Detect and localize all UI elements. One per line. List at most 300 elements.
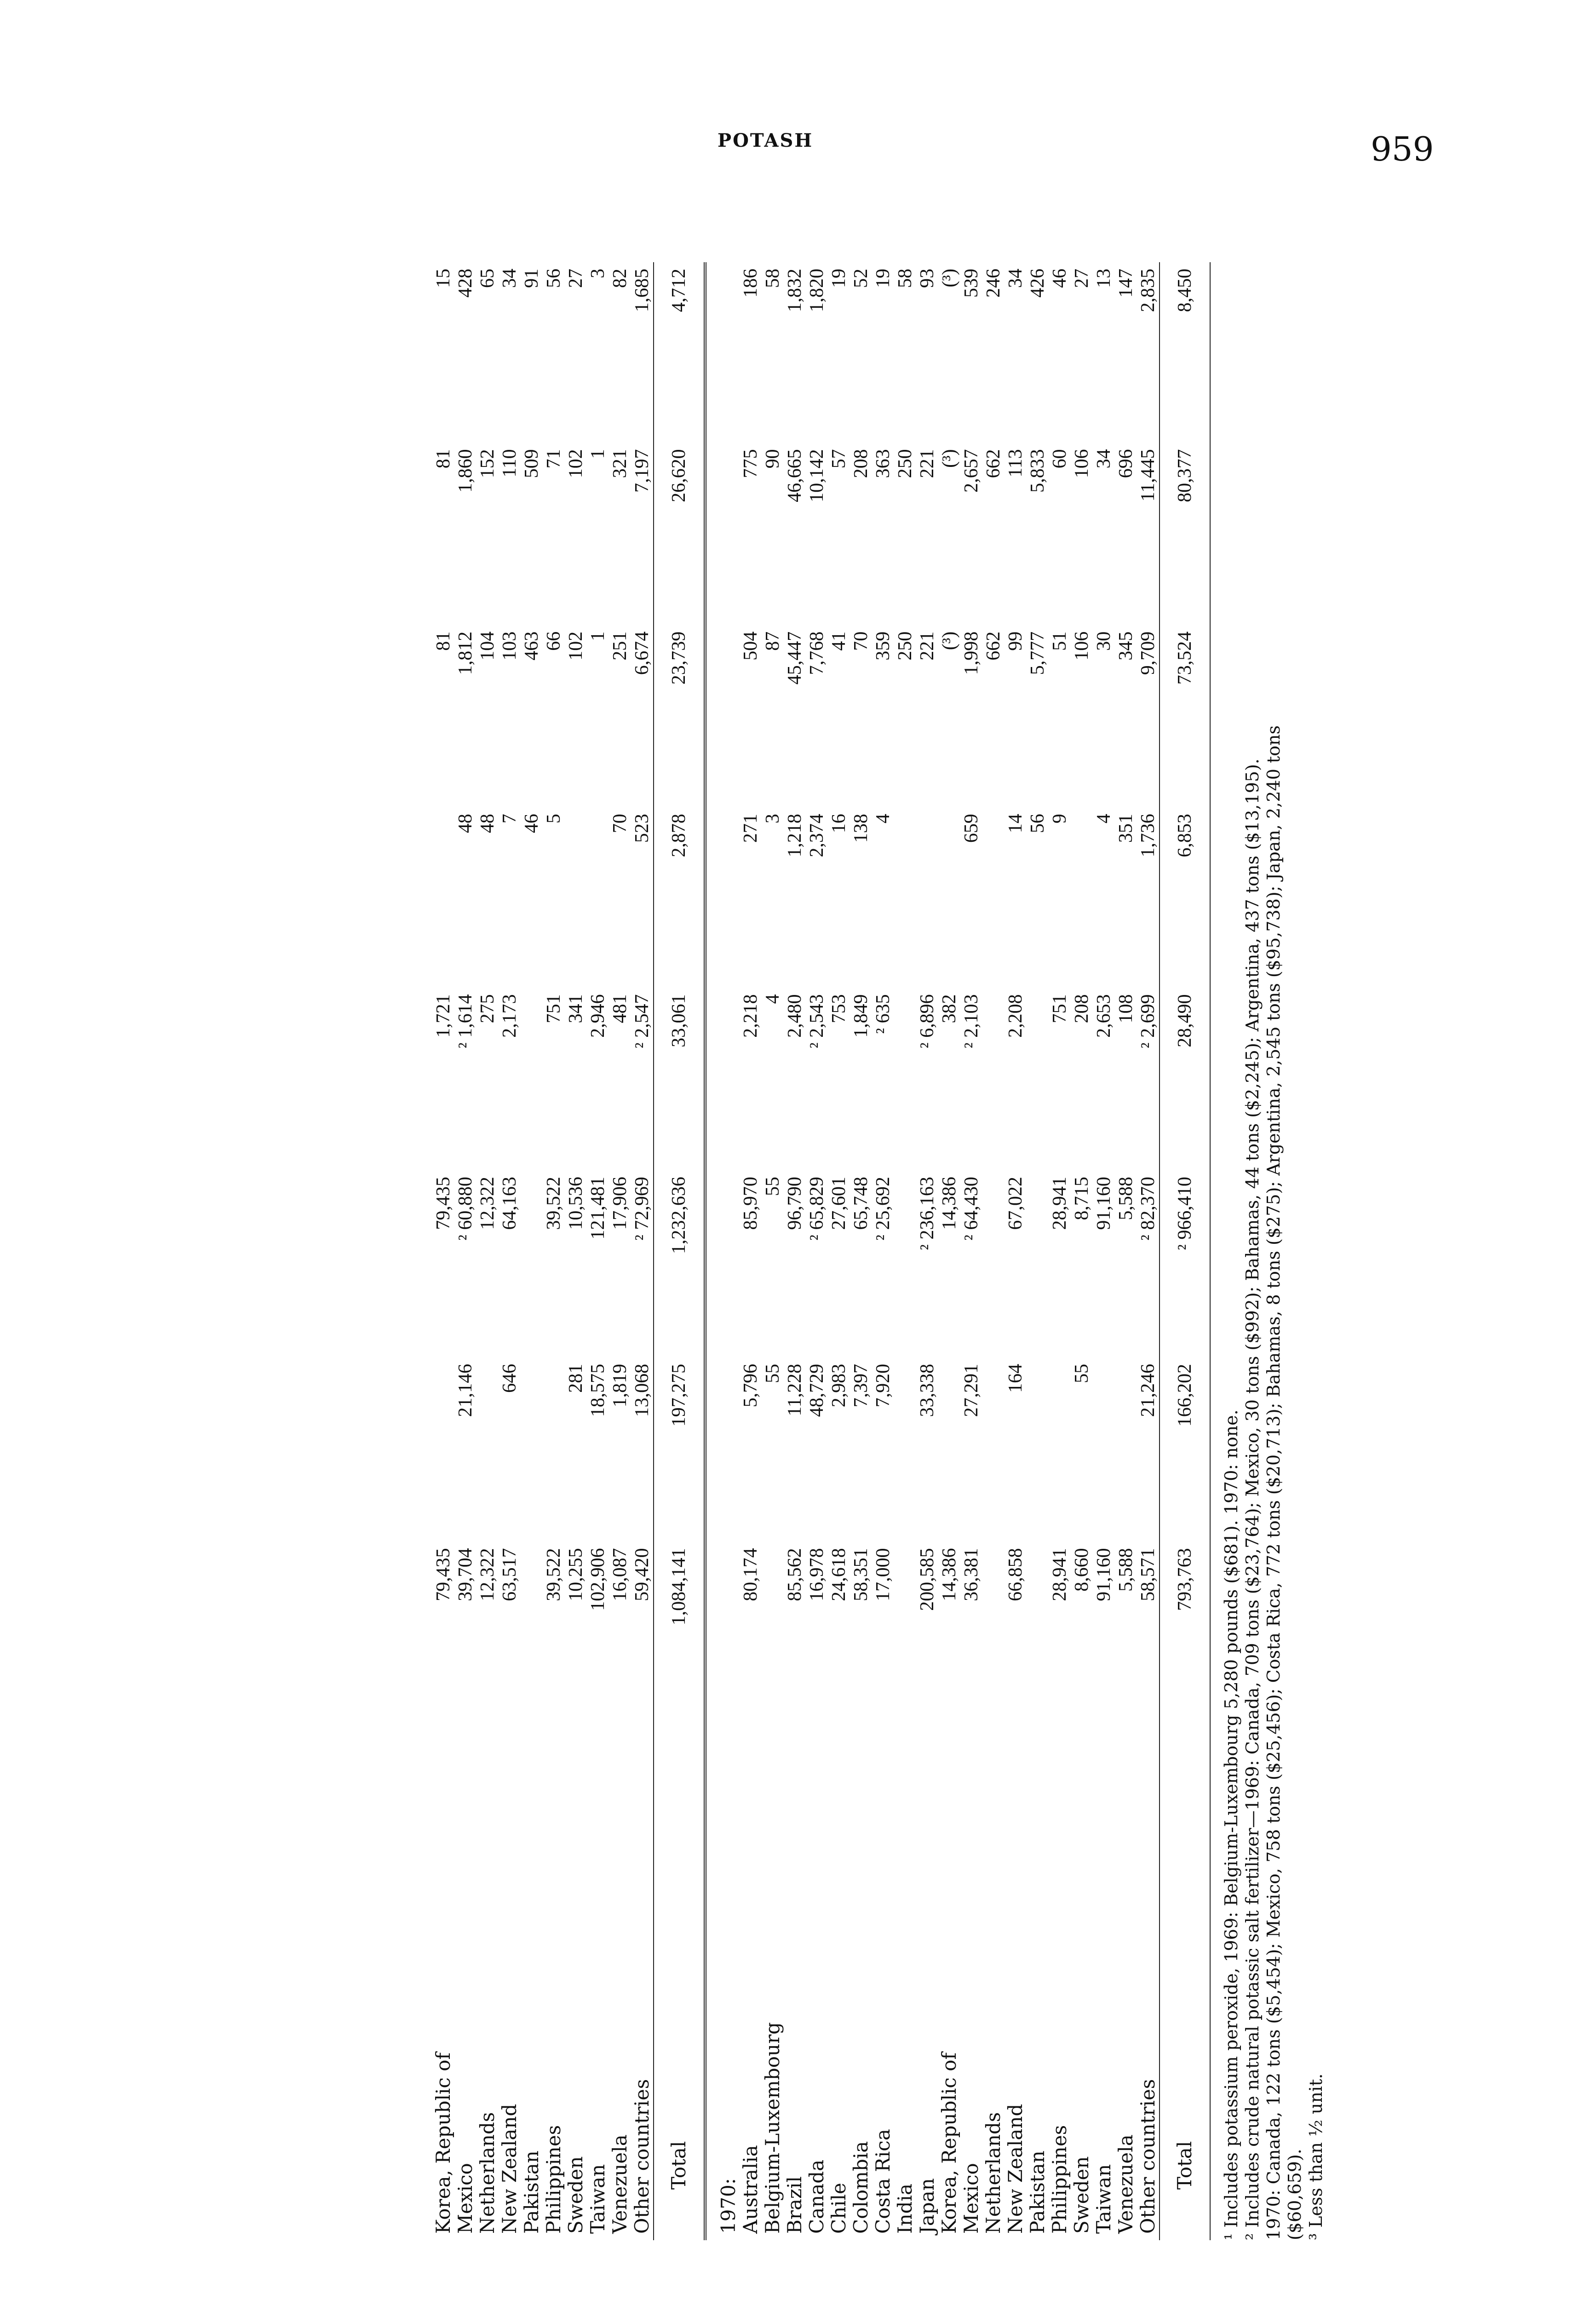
running-head: POTASH (718, 130, 814, 151)
value-cell: 341 (565, 994, 586, 1024)
table-row (609, 262, 631, 2240)
value-cell: 11,445 (1137, 449, 1159, 502)
value-cell: 1,998 (961, 631, 982, 675)
value-cell: 12,322 (477, 1548, 498, 1601)
page-number: 959 (1371, 130, 1434, 168)
value-cell: 16,978 (806, 1548, 827, 1601)
value-cell: 2,653 (1093, 994, 1114, 1038)
value-cell (587, 807, 609, 988)
value-cell (916, 807, 938, 988)
table-row (1049, 262, 1071, 2240)
value-cell: 113 (1005, 449, 1026, 477)
value-cell: 3 (587, 269, 609, 278)
value-cell: 251 (609, 631, 631, 661)
value-cell: 2,835 (1137, 269, 1159, 312)
value-cell: 34 (1005, 269, 1026, 288)
value-cell: 1,218 (784, 814, 805, 857)
country-cell: Canada (805, 2159, 828, 2234)
value-cell: 65,748 (850, 1177, 872, 1230)
value-cell: 71 (543, 449, 564, 469)
table-body (432, 262, 1210, 2240)
value-cell: (³) (939, 449, 960, 468)
footnote-2-end: ($60,659). (1285, 2149, 1305, 2240)
table-row (1027, 262, 1049, 2240)
value-cell: 27,601 (828, 1177, 850, 1230)
value-cell (894, 807, 916, 988)
value-cell: 7,197 (632, 449, 653, 493)
total-row (654, 262, 705, 2240)
value-cell: 58 (762, 269, 783, 288)
value-cell: 103 (499, 631, 520, 661)
value-cell: 102 (565, 631, 586, 661)
value-cell: 14,386 (939, 1548, 960, 1601)
value-cell: 51 (1049, 631, 1070, 651)
value-cell: 27 (565, 269, 586, 288)
value-cell: 24,618 (828, 1548, 850, 1601)
value-cell: ² 64,430 (961, 1177, 982, 1241)
value-cell: 85,970 (740, 1177, 761, 1230)
value-cell: 662 (983, 449, 1004, 478)
value-cell: 9,709 (1137, 631, 1159, 675)
table-row (1093, 262, 1115, 2240)
value-cell: 152 (477, 449, 498, 478)
value-cell: 4,712 (654, 262, 705, 443)
value-cell: 1,819 (609, 1363, 631, 1408)
value-cell (521, 1541, 543, 1729)
table-row (565, 262, 587, 2240)
value-cell: 46 (521, 814, 542, 834)
value-cell: 7,397 (850, 1363, 872, 1408)
value-cell: 58 (895, 269, 916, 288)
value-cell: ² 2,543 (806, 994, 827, 1048)
country-cell: Australia (739, 2145, 762, 2234)
value-cell: 1 (587, 449, 609, 459)
country-cell: Philippines (542, 2125, 565, 2234)
value-cell: ² 25,692 (873, 1177, 894, 1241)
value-cell: 138 (850, 814, 872, 843)
value-cell: 147 (1115, 269, 1137, 298)
country-cell: Chile (827, 2183, 850, 2234)
value-cell (565, 807, 587, 988)
value-cell: 80,377 (1160, 443, 1210, 625)
value-cell: 164 (1005, 1363, 1026, 1393)
value-cell: 2,208 (1005, 994, 1026, 1038)
value-cell: 81 (433, 449, 454, 469)
value-cell: 426 (1027, 269, 1048, 298)
value-cell: 10,536 (565, 1177, 586, 1230)
value-cell: 28,941 (1049, 1548, 1070, 1601)
value-cell: 28,490 (1160, 988, 1210, 1170)
country-cell: Taiwan (586, 2164, 609, 2234)
value-cell: 102 (565, 449, 586, 478)
value-cell: 363 (873, 449, 894, 478)
value-cell: ² 65,829 (806, 1177, 827, 1241)
country-cell: Pakistan (520, 2150, 543, 2234)
value-cell: 93 (917, 269, 938, 288)
country-cell: Korea, Republic of (938, 2052, 960, 2234)
value-cell (1093, 1357, 1115, 1542)
value-cell: 5,833 (1027, 449, 1048, 493)
value-cell: 81 (433, 631, 454, 651)
value-cell (982, 1541, 1005, 1729)
value-cell: 58,571 (1137, 1548, 1159, 1601)
value-cell: ² 2,699 (1137, 994, 1159, 1048)
value-cell: 73,524 (1160, 625, 1210, 807)
value-cell: 4 (1093, 814, 1114, 824)
value-cell: 1,860 (455, 449, 476, 493)
value-cell: 23,739 (654, 625, 705, 807)
value-cell (543, 1357, 565, 1542)
country-cell: Taiwan (1092, 2164, 1115, 2234)
value-cell (432, 807, 454, 988)
table-row (872, 262, 894, 2240)
value-cell: 14 (1005, 814, 1026, 834)
value-cell: 106 (1071, 631, 1092, 661)
country-cell: Belgium-Luxembourg (761, 2022, 784, 2234)
value-cell: 539 (961, 269, 982, 298)
country-cell: Korea, Republic of (432, 2052, 454, 2234)
value-cell (1027, 1541, 1049, 1729)
value-cell (982, 1357, 1005, 1542)
value-cell: 271 (740, 814, 761, 843)
value-cell: 48,729 (806, 1363, 827, 1417)
value-cell: 70 (609, 814, 631, 834)
table-row (1137, 262, 1160, 2240)
value-cell: ² 1,614 (455, 994, 476, 1048)
footnote-3: ³ Less than ½ unit. (1306, 2073, 1326, 2240)
value-cell: 91,160 (1093, 1177, 1114, 1230)
value-cell: 46,665 (784, 449, 805, 502)
value-cell: 39,704 (455, 1548, 476, 1601)
value-cell: 80,174 (740, 1548, 761, 1601)
value-cell (762, 1541, 784, 1729)
value-cell: 1,812 (455, 631, 476, 675)
value-cell: 3 (762, 814, 783, 824)
rotated-table-block (432, 262, 1513, 2240)
country-cell: Costa Rica (872, 2129, 894, 2234)
value-cell: 60 (1049, 449, 1070, 469)
value-cell: 463 (521, 631, 542, 661)
value-cell (1027, 988, 1049, 1170)
value-cell: 1,736 (1137, 814, 1159, 857)
value-cell: 104 (477, 631, 498, 661)
value-cell (521, 988, 543, 1170)
value-cell: 197,275 (654, 1357, 705, 1542)
table-row (477, 262, 499, 2240)
value-cell: 52 (850, 269, 872, 288)
value-cell: 96,790 (784, 1177, 805, 1230)
value-cell: 10,142 (806, 449, 827, 502)
table-row (982, 262, 1005, 2240)
country-cell: Philippines (1048, 2125, 1071, 2234)
value-cell (1027, 1357, 1049, 1542)
table-row (806, 262, 828, 2240)
value-cell (894, 1357, 916, 1542)
value-cell: 17,000 (873, 1548, 894, 1601)
value-cell: 11,228 (784, 1363, 805, 1416)
table-row (784, 262, 806, 2240)
value-cell: 250 (895, 631, 916, 661)
value-cell: ² 60,880 (455, 1177, 476, 1241)
value-cell: 56 (543, 269, 564, 288)
value-cell: 27,291 (961, 1363, 982, 1417)
value-cell: 55 (1071, 1363, 1092, 1383)
table-row (543, 262, 565, 2240)
value-cell: 662 (983, 631, 1004, 661)
value-cell: 85,562 (784, 1548, 805, 1601)
value-cell: 208 (850, 449, 872, 478)
value-cell: 6,853 (1160, 807, 1210, 988)
country-cell: Total (1160, 1729, 1210, 2240)
value-cell (1071, 807, 1093, 988)
value-cell: 58,351 (850, 1548, 872, 1601)
value-cell: 55 (762, 1177, 783, 1196)
value-cell: 428 (455, 269, 476, 298)
value-cell: 12,322 (477, 1177, 498, 1230)
value-cell (938, 807, 960, 988)
table-row (432, 262, 454, 2240)
value-cell (982, 1170, 1005, 1357)
value-cell: 5,777 (1027, 631, 1048, 675)
value-cell: 91 (521, 269, 542, 288)
value-cell: 7 (499, 814, 520, 824)
value-cell: 13 (1093, 269, 1114, 288)
value-cell: 21,246 (1137, 1363, 1159, 1417)
value-cell: 48 (477, 814, 498, 834)
value-cell (477, 1357, 499, 1542)
value-cell: 186 (740, 269, 761, 298)
value-cell: 46 (1049, 269, 1070, 288)
value-cell: 102,906 (587, 1548, 609, 1611)
value-cell: 34 (1093, 449, 1114, 469)
value-cell: 1,084,141 (654, 1541, 705, 1729)
value-cell: 82 (609, 269, 631, 288)
value-cell: 2,878 (654, 807, 705, 988)
value-cell: 1,849 (850, 994, 872, 1038)
value-cell: 793,763 (1160, 1541, 1210, 1729)
country-cell: Venezuela (609, 2134, 631, 2234)
value-cell: 5 (543, 814, 564, 824)
value-cell: 4 (873, 814, 894, 824)
value-cell: 99 (1005, 631, 1026, 651)
value-cell: 5,588 (1115, 1548, 1137, 1592)
value-cell: 751 (543, 994, 564, 1024)
footnotes (1221, 285, 1326, 2240)
value-cell: 66 (543, 631, 564, 651)
value-cell: 6,674 (632, 631, 653, 675)
table-row (631, 262, 654, 2240)
value-cell (938, 1357, 960, 1542)
value-cell: 64,163 (499, 1177, 520, 1230)
footnote-2: ² Includes crude natural potassic salt fertilizer—1969: Canada, 709 tons ($23,764); Mexico, 30 tons ($992); Bahamas, 44 tons ($2,245); Argentina, 437 tons ($13,195). (1242, 759, 1263, 2240)
country-cell: Other countries (1137, 2079, 1159, 2234)
value-cell: 79,435 (433, 1177, 454, 1230)
table-row (960, 262, 982, 2240)
table-row (1005, 262, 1027, 2240)
value-cell: 1,820 (806, 269, 827, 312)
value-cell: ² 2,103 (961, 994, 982, 1048)
value-cell: 33,061 (654, 988, 705, 1170)
value-cell: 18,575 (587, 1363, 609, 1417)
value-cell: 16 (828, 814, 850, 834)
value-cell: 19 (828, 269, 850, 288)
value-cell: 13,068 (632, 1363, 653, 1417)
value-cell: 382 (939, 994, 960, 1024)
value-cell (1027, 1170, 1049, 1357)
footnote-2-continued: 1970: Canada, 122 tons ($5,454); Mexico, 758 tons ($25,456); Costa Rica, 772 tons ($20,713); Bahamas, 8 tons ($275); Argentina, 2,545 tons ($95,738); Japan, 2,240 tons (1263, 725, 1284, 2240)
value-cell (432, 1357, 454, 1542)
value-cell: 45,447 (784, 631, 805, 685)
value-cell: 70 (850, 631, 872, 651)
country-cell: Mexico (454, 2163, 477, 2234)
value-cell: 351 (1115, 814, 1137, 843)
country-cell: Netherlands (476, 2112, 499, 2234)
value-cell: 4 (762, 994, 783, 1004)
footnote-1: ¹ Includes potassium peroxide, 1969: Belgium-Luxembourg 5,280 pounds ($681). 1970: none. (1221, 1409, 1241, 2240)
value-cell: 8,450 (1160, 262, 1210, 443)
value-cell: 30 (1093, 631, 1114, 651)
table-row (916, 262, 938, 2240)
value-cell: 34 (499, 269, 520, 288)
value-cell: 108 (1115, 994, 1137, 1024)
total-row (1160, 262, 1210, 2240)
value-cell: 15 (433, 269, 454, 288)
value-cell: 2,218 (740, 994, 761, 1038)
value-cell: 19 (873, 269, 894, 288)
value-cell: 208 (1071, 994, 1092, 1024)
value-cell: ² 6,896 (917, 994, 938, 1048)
value-cell: 55 (762, 1363, 783, 1383)
value-cell: 2,657 (961, 449, 982, 493)
table-row (850, 262, 872, 2240)
value-cell (1115, 1357, 1137, 1542)
value-cell: 28,941 (1049, 1177, 1070, 1230)
country-cell: New Zealand (1004, 2104, 1027, 2234)
table-row (1071, 262, 1093, 2240)
table-row (740, 262, 762, 2240)
value-cell: ² 82,370 (1137, 1177, 1159, 1241)
value-cell: 2,480 (784, 994, 805, 1038)
country-cell: Venezuela (1114, 2134, 1137, 2234)
value-cell: 753 (828, 994, 850, 1024)
value-cell: 59,420 (632, 1548, 653, 1601)
value-cell: 7,920 (873, 1363, 894, 1408)
value-cell: 775 (740, 449, 761, 478)
value-cell: 39,522 (543, 1177, 564, 1230)
value-cell: 48 (455, 814, 476, 834)
value-cell: 509 (521, 449, 542, 478)
value-cell: 106 (1071, 449, 1092, 478)
value-cell: 1,832 (784, 269, 805, 312)
value-cell: 39,522 (543, 1548, 564, 1601)
value-cell: 2,946 (587, 994, 609, 1038)
value-cell: 221 (917, 631, 938, 661)
value-cell: 481 (609, 994, 631, 1024)
value-cell: 5,588 (1115, 1177, 1137, 1220)
value-cell: 110 (499, 449, 520, 477)
value-cell: 66,858 (1005, 1548, 1026, 1601)
value-cell: 696 (1115, 449, 1137, 478)
country-cell: Mexico (960, 2163, 982, 2234)
value-cell: 27 (1071, 269, 1092, 288)
value-cell: ² 2,547 (632, 994, 653, 1048)
country-cell: India (894, 2184, 916, 2234)
value-cell: 67,022 (1005, 1177, 1026, 1230)
potash-trade-table (432, 262, 1211, 2240)
year-heading: 1970: (717, 2178, 740, 2234)
value-cell: 5,796 (740, 1363, 761, 1408)
value-cell: 9 (1049, 814, 1070, 824)
value-cell: 275 (477, 994, 498, 1024)
value-cell: 221 (917, 449, 938, 478)
value-cell: 281 (565, 1363, 586, 1393)
value-cell: 1,685 (632, 269, 653, 312)
value-cell: 56 (1027, 814, 1048, 834)
value-cell: 14,386 (939, 1177, 960, 1230)
country-cell: New Zealand (498, 2104, 521, 2234)
value-cell: 250 (895, 449, 916, 478)
value-cell: 41 (828, 631, 850, 651)
value-cell: 21,146 (455, 1363, 476, 1417)
table-row (938, 262, 960, 2240)
value-cell: 1,721 (433, 994, 454, 1038)
table-row (454, 262, 477, 2240)
value-cell: 17,906 (609, 1177, 631, 1230)
value-cell: ² 635 (873, 994, 894, 1034)
value-cell: (³) (939, 269, 960, 288)
value-cell: 345 (1115, 631, 1137, 661)
value-cell: 65 (477, 269, 498, 288)
value-cell (982, 807, 1005, 988)
value-cell: 36,381 (961, 1548, 982, 1601)
value-cell: 359 (873, 631, 894, 661)
value-cell: 87 (762, 631, 783, 651)
country-cell: Colombia (850, 2141, 872, 2234)
value-cell: 57 (828, 449, 850, 469)
country-cell: Sweden (564, 2156, 587, 2234)
value-cell: 7,768 (806, 631, 827, 675)
table-row (762, 262, 784, 2240)
table-row (521, 262, 543, 2240)
value-cell: 659 (961, 814, 982, 843)
value-cell (521, 1357, 543, 1542)
value-cell: 523 (632, 814, 653, 843)
country-cell: Sweden (1070, 2156, 1093, 2234)
value-cell (894, 988, 916, 1170)
value-cell: 91,160 (1093, 1548, 1114, 1601)
value-cell: 2,173 (499, 994, 520, 1038)
country-cell: Total (654, 1729, 705, 2240)
value-cell: 26,620 (654, 443, 705, 625)
year-heading-row (705, 262, 740, 2240)
value-cell: 1 (587, 631, 609, 641)
value-cell: 16,087 (609, 1548, 631, 1601)
value-cell: 646 (499, 1363, 520, 1393)
value-cell: 200,585 (917, 1548, 938, 1611)
value-cell: 33,338 (917, 1363, 938, 1417)
value-cell: 2,374 (806, 814, 827, 857)
value-cell: ² 236,163 (917, 1177, 938, 1250)
value-cell: 79,435 (433, 1548, 454, 1601)
value-cell: 504 (740, 631, 761, 661)
table-row (828, 262, 850, 2240)
value-cell: 2,983 (828, 1363, 850, 1408)
value-cell (521, 1170, 543, 1357)
value-cell: 1,232,636 (654, 1170, 705, 1357)
value-cell: (³) (939, 631, 960, 650)
country-cell: Pakistan (1026, 2150, 1049, 2234)
value-cell (894, 1170, 916, 1357)
